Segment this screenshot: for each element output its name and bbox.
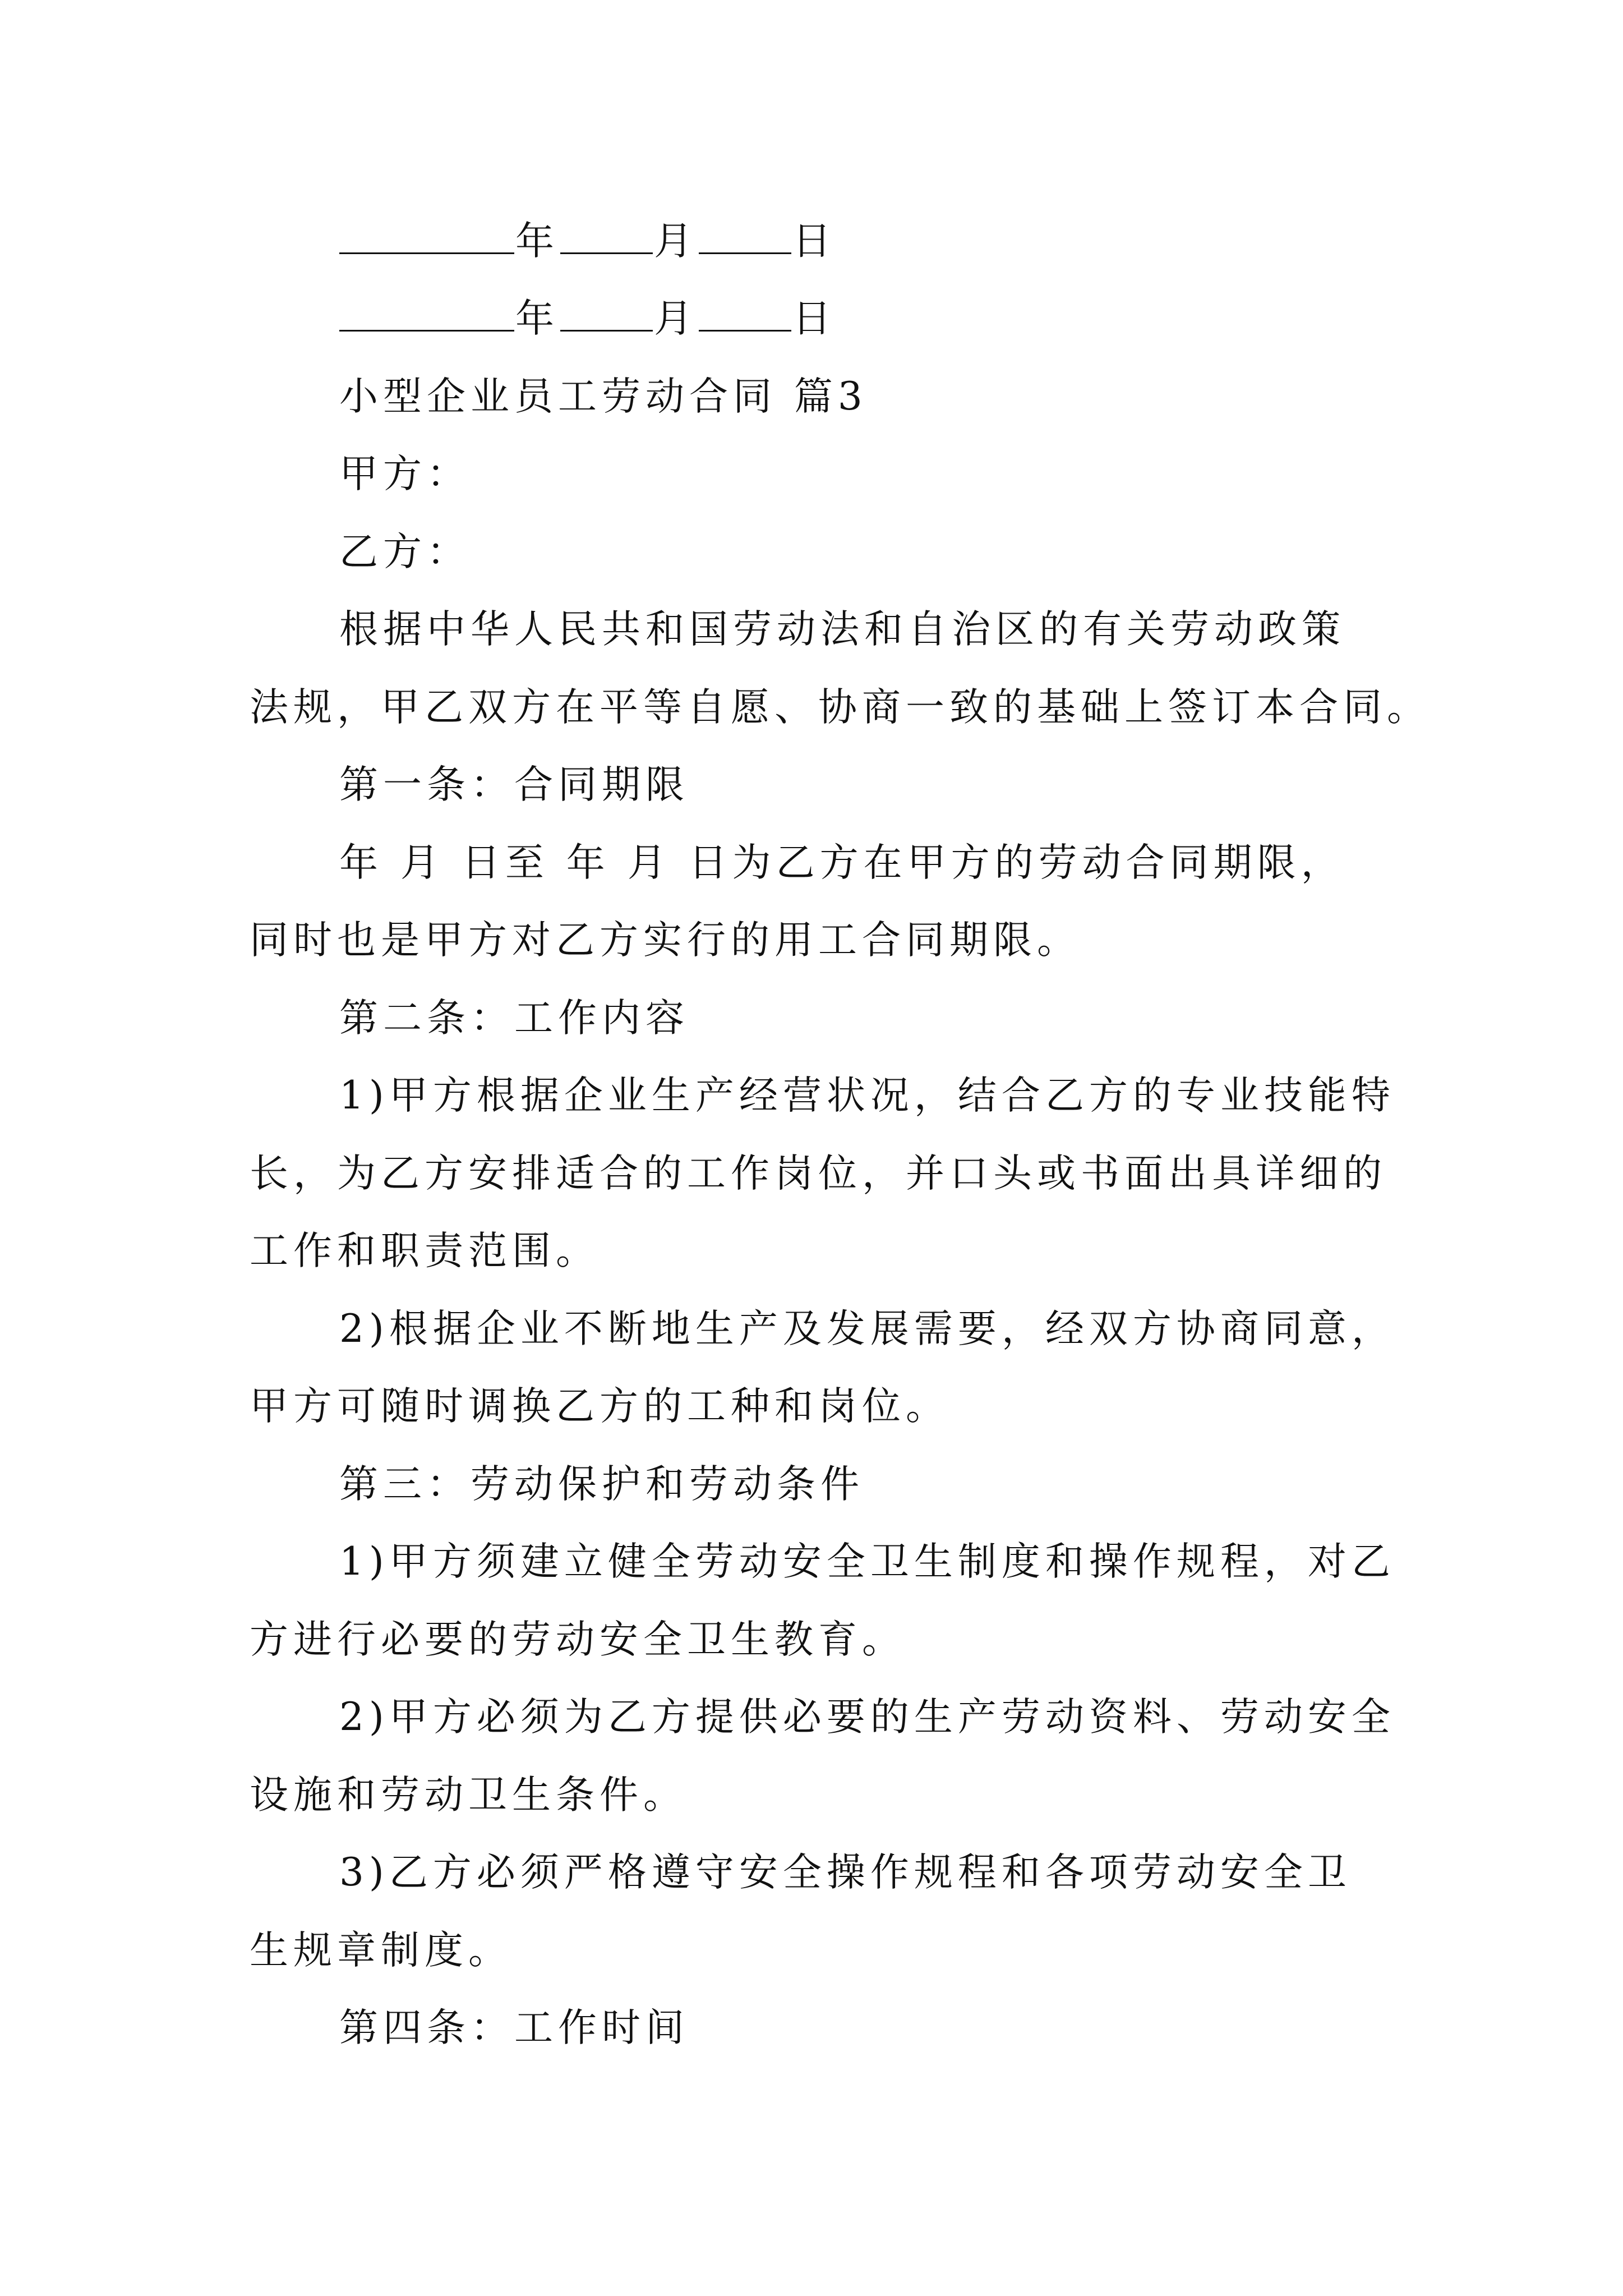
day-blank <box>699 214 791 254</box>
year-blank <box>339 292 514 332</box>
contract-title: 小型企业员工劳动合同 篇3 <box>339 374 868 419</box>
party-a-label: 甲方： <box>339 452 471 496</box>
day-label: 日 <box>792 296 836 341</box>
intro-line-1: 根据中华人民共和国劳动法和自治区的有关劳动政策 <box>339 607 1345 652</box>
article-3-item-3-line-2: 生规章制度。 <box>250 1928 512 1973</box>
article-2-item-1-line-1: 1)甲方根据企业生产经营状况，结合乙方的专业技能特 <box>339 1073 1395 1118</box>
article-2-item-2-line-2: 甲方可随时调换乙方的工种和岗位。 <box>250 1384 949 1429</box>
article-4-heading: 第四条：工作时间 <box>339 2005 689 2050</box>
year-label: 年 <box>515 219 559 264</box>
article-2-item-2-line-1: 2)根据企业不断地生产及发展需要，经双方协商同意， <box>339 1306 1395 1351</box>
article-2-item-1-line-3: 工作和职责范围。 <box>250 1228 600 1273</box>
article-3-item-3-line-1: 3)乙方必须严格遵守安全操作规程和各项劳动安全卫 <box>339 1850 1352 1895</box>
article-1-heading: 第一条：合同期限 <box>339 762 689 807</box>
article-1-line-1: 年 月 日至 年 月 日为乙方在甲方的劳动合同期限， <box>339 840 1345 885</box>
article-3-item-1-line-1: 1)甲方须建立健全劳动安全卫生制度和操作规程，对乙 <box>339 1539 1395 1584</box>
article-2-item-1-line-2: 长，为乙方安排适合的工作岗位，并口头或书面出具详细的 <box>250 1151 1387 1196</box>
date-line-1 <box>339 213 1388 269</box>
date-line-2 <box>339 291 1388 347</box>
month-label: 月 <box>654 219 698 264</box>
day-label: 日 <box>792 219 836 264</box>
article-1-line-2: 同时也是甲方对乙方实行的用工合同期限。 <box>250 918 1081 963</box>
article-3-item-2-line-2: 设施和劳动卫生条件。 <box>250 1773 687 1818</box>
month-blank <box>560 214 653 254</box>
month-blank <box>560 292 653 332</box>
month-label: 月 <box>654 296 698 341</box>
day-blank <box>699 292 791 332</box>
article-2-heading: 第二条：工作内容 <box>339 996 689 1041</box>
year-blank <box>339 214 514 254</box>
article-3-heading: 第三：劳动保护和劳动条件 <box>339 1462 864 1507</box>
intro-line-2: 法规，甲乙双方在平等自愿、协商一致的基础上签订本合同。 <box>250 685 1431 730</box>
article-3-item-2-line-1: 2)甲方必须为乙方提供必要的生产劳动资料、劳动安全 <box>339 1695 1395 1740</box>
article-3-item-1-line-2: 方进行必要的劳动安全卫生教育。 <box>250 1617 906 1662</box>
party-b-label: 乙方： <box>339 530 471 574</box>
year-label: 年 <box>515 296 559 341</box>
